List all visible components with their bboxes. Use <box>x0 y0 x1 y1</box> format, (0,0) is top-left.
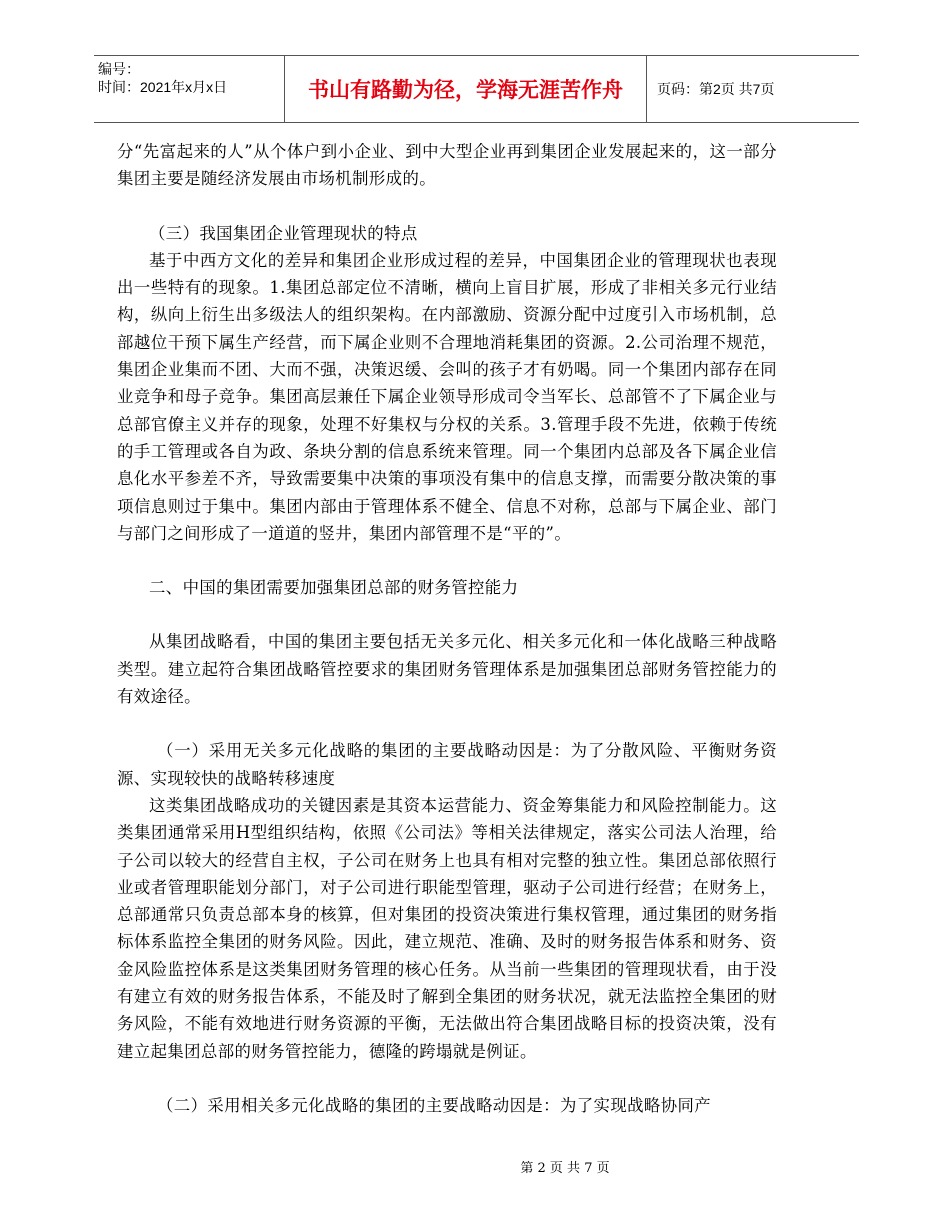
number-label: 编号： <box>98 61 140 77</box>
subsection-heading-2: （二）采用相关多元化战略的集团的主要战略动因是：为了实现战略协同产 <box>157 1095 712 1115</box>
paragraph-4: 这类集团战略成功的关键因素是其资本运营能力、资金筹集能力和风险控制能力。这类集团通常采用H型组织结构，依照《公司法》等相关法律规定，落实公司法人治理，给子公司以较大的经营自主权，子公司在财务上也具有相对完整的独立性。集团总部依照行业或者管理职能划分部门，对子公司进行职能型管理，驱动子公司进行经营；在财务上，总部通常只负责总部本身的核算，但对集团的投资决策进行集权管理，通过集团的财务指标体系监控全集团的财务风险。因此，建立规范、准确、及时的财务报告体系和财务、资金风险监控体系是这类集团财务管理的核心任务。从当前一些集团的管理现状看，由于没有建立有效的财务报告体系，不能及时了解到全集团的财务状况，就无法监控全集团的财务风险，不能有效地进行财务资源的平衡，无法做出符合集团战略目标的投资决策，没有建立起集团总部的财务管控能力，德隆的跨塌就是例证。 <box>117 795 777 1061</box>
time-label: 时间：2021年x月x日 <box>98 79 228 95</box>
subsection-heading-1: （一）采用无关多元化战略的集团的主要战略动因是：为了分散风险、平衡财务资源、实现较快的战略转移速度 <box>117 741 777 788</box>
document-body <box>117 138 777 1119</box>
page-header <box>94 55 859 123</box>
chapter-heading-2: 二、中国的集团需要加强集团总部的财务管控能力 <box>149 578 519 598</box>
page-label: 页码：第2页 共7页 <box>657 81 775 97</box>
paragraph-2: 基于中西方文化的差异和集团企业形成过程的差异，中国集团企业的管理现状也表现出一些特有的现象。1.集团总部定位不清晰，横向上盲目扩展，形成了非相关多元行业结构，纵向上衍生出多级法人的组织架构。在内部激励、资源分配中过度引入市场机制，总部越位干预下属生产经营，而下属企业则不合理地消耗集团的资源。2.公司治理不规范，集团企业集而不团、大而不强，决策迟缓、会叫的孩子才有奶喝。同一个集团内部存在同业竞争和母子竞争。集团高层兼任下属企业领导形成司令当军长、总部管不了下属企业与总部官僚主义并存的现象，处理不好集权与分权的关系。3.管理手段不先进，依赖于传统的手工管理或各自为政、条块分割的信息系统来管理。同一个集团内总部及各下属企业信息化水平参差不齐，导致需要集中决策的事项没有集中的信息支撑，而需要分散决策的事项信息则过于集中。集团内部由于管理体系不健全、信息不对称，总部与下属企业、部门与部门之间形成了一道道的竖井，集团内部管理不是“平的”。 <box>117 250 777 543</box>
page-footer: 第 2 页 共 7 页 <box>520 1161 610 1176</box>
motto: 书山有路勤为径，学海无涯苦作舟 <box>284 56 647 122</box>
section-heading-3: （三）我国集团企业管理现状的特点 <box>149 223 418 243</box>
paragraph-3: 从集团战略看，中国的集团主要包括无关多元化、相关多元化和一体化战略三种战略类型。建立起符合集团战略管控要求的集团财务管理体系是加强集团总部财务管控能力的有效途径。 <box>117 632 777 707</box>
paragraph-1: 分“先富起来的人”从个体户到小企业、到中大型企业再到集团企业发展起来的，这一部分集团主要是随经济发展由市场机制形成的。 <box>117 142 777 189</box>
header-meta <box>94 56 284 122</box>
